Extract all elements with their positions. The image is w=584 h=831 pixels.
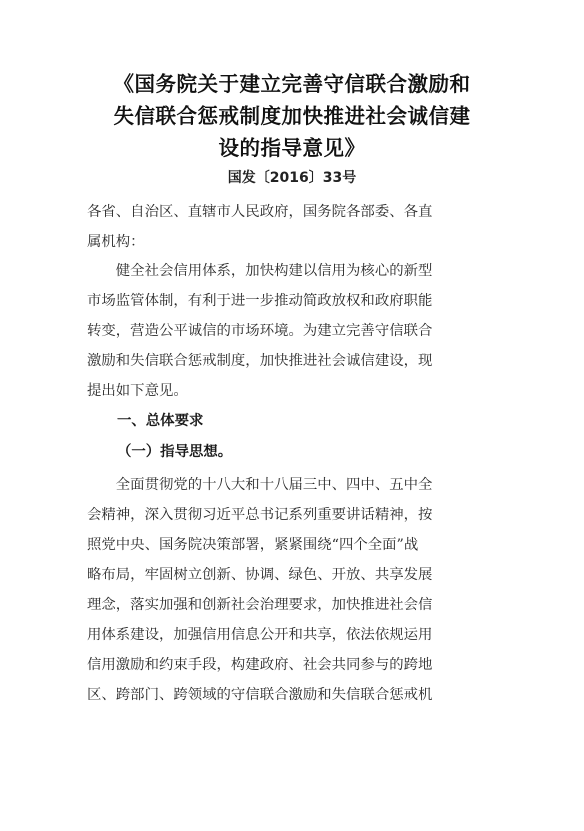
text-line: 区、跨部门、跨领域的守信联合激励和失信联合惩戒机 xyxy=(87,687,433,703)
text-line: 健全社会信用体系，加快构建以信用为核心的新型 xyxy=(87,263,433,279)
text-line: 属机构： xyxy=(87,234,145,250)
guiding-thought-paragraph xyxy=(87,470,502,710)
document-title xyxy=(60,68,524,164)
text-line: 照党中央、国务院决策部署，紧紧围绕“四个全面”战 xyxy=(87,537,419,553)
text-line: 略布局，牢固树立创新、协调、绿色、开放、共享发展 xyxy=(87,567,433,583)
title-line: 设的指导意见》 xyxy=(218,136,366,160)
title-line: 《国务院关于建立完善守信联合激励和 xyxy=(113,72,471,96)
text-line: 用体系建设，加强信用信息公开和共享，依法依规运用 xyxy=(87,627,433,643)
text-line: 转变，营造公平诚信的市场环境。为建立完善守信联合 xyxy=(87,323,433,339)
document-number: 国发〔2016〕33号 xyxy=(227,170,357,186)
text-line: 提出如下意见。 xyxy=(87,383,188,399)
text-line: 各省、自治区、直辖市人民政府，国务院各部委、各直 xyxy=(87,204,433,220)
text-line: 信用激励和约束手段，构建政府、社会共同参与的跨地 xyxy=(87,657,433,673)
section-heading: 一、总体要求 xyxy=(117,413,204,429)
text-line: 市场监管体制，有利于进一步推动简政放权和政府职能 xyxy=(87,293,433,309)
text-line: 理念，落实加强和创新社会治理要求，加快推进社会信 xyxy=(87,597,433,613)
text-line: 全面贯彻党的十八大和十八届三中、四中、五中全 xyxy=(87,477,433,493)
text-line: 激励和失信联合惩戒制度，加快推进社会诚信建设，现 xyxy=(87,353,433,369)
addressee-paragraph xyxy=(87,197,502,257)
title-line: 失信联合惩戒制度加快推进社会诚信建 xyxy=(113,104,471,128)
subsection-heading: （一）指导思想。 xyxy=(117,444,233,460)
intro-paragraph xyxy=(87,256,502,406)
text-line: 会精神，深入贯彻习近平总书记系列重要讲话精神，按 xyxy=(87,507,433,523)
